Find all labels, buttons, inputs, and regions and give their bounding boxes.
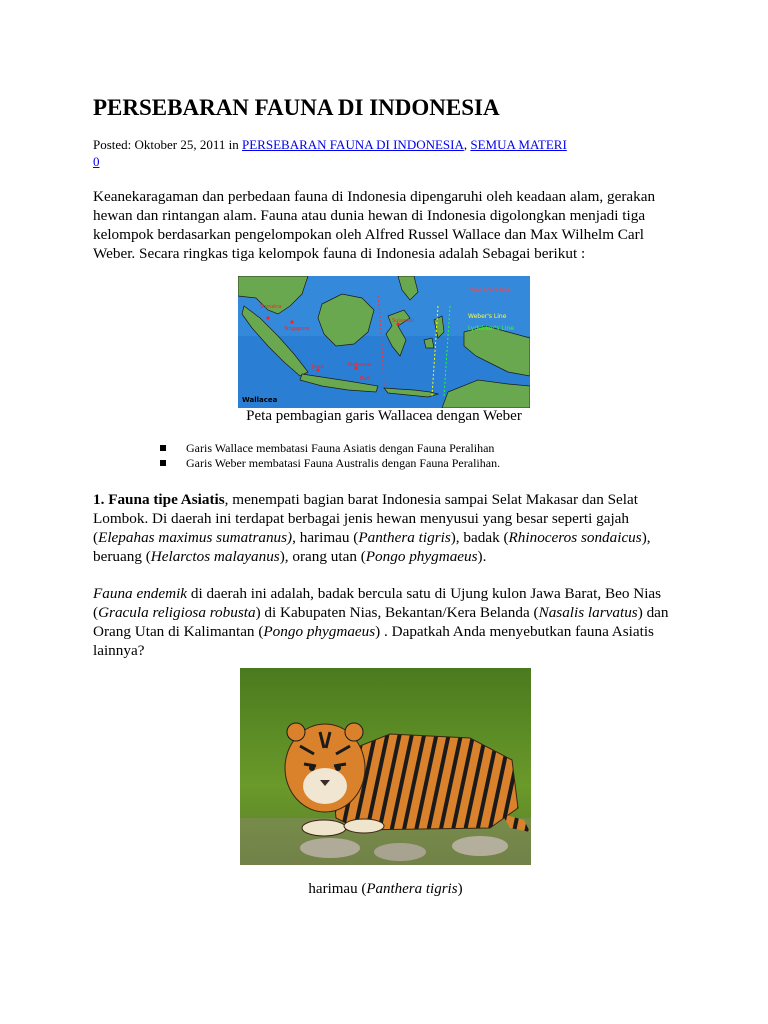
species-name: Helarctos malayanus (150, 548, 280, 565)
paragraph-text: ), beruang ( (93, 529, 651, 565)
map-legend-wallace: Wallace's line (470, 287, 511, 294)
list-item: Garis Wallace membatasi Fauna Asiatis dengan Fauna Peralihan (158, 441, 500, 456)
species-name: Panthera tigris (358, 529, 451, 546)
map-corner-label: Wallacea (242, 396, 278, 404)
map-caption: Peta pembagian garis Wallacea dengan Weber (246, 408, 522, 424)
species-name: Pongo phygmaeus (365, 548, 478, 565)
map-label-makassar: Makassar (348, 362, 372, 368)
paragraph-text: ) . Dapatkah Anda menyebutkan fauna Asiatis lainnya? (93, 623, 654, 659)
map-label-singapore: Singapore (284, 326, 310, 332)
map-legend-weber: Weber's Line (468, 313, 507, 320)
list-item: Garis Weber membatasi Fauna Australis dengan Fauna Peralihan. (158, 456, 500, 471)
page-title: PERSEBARAN FAUNA DI INDONESIA (93, 95, 500, 120)
tiger-photo (240, 668, 531, 865)
paragraph-text: ), badak ( (450, 529, 509, 546)
species-name: Elepahas maximus sumatranus) (98, 529, 293, 546)
species-name: Nasalis larvatus (538, 604, 638, 621)
category-link-persebaran[interactable]: PERSEBARAN FAUNA DI INDONESIA (242, 137, 464, 152)
posted-date: Posted: Oktober 25, 2011 in (93, 137, 243, 152)
category-separator: , (463, 137, 471, 152)
species-name: Pongo phygmaeus (263, 623, 376, 640)
paragraph-text: ), orang utan ( (279, 548, 366, 565)
map-legend-lydekker: Lydekker's Line (468, 325, 514, 332)
tiger-caption (240, 881, 531, 898)
caption-text: harimau ( (308, 881, 367, 897)
map-label-sulawesi: Sulawesi (392, 318, 414, 324)
term-fauna-endemik: Fauna endemik (93, 585, 188, 602)
section-heading: 1. Fauna tipe Asiatis (93, 491, 225, 508)
map-label-jawa: Jawa (312, 364, 324, 370)
map-label-bali: Bali (360, 376, 370, 382)
species-name: Rhinoceros sondaicus (508, 529, 642, 546)
paragraph-text: di daerah ini adalah, badak bercula satu di Ujung kulon Jawa Barat, Beo Nias ( (93, 585, 662, 621)
line-bullet-list (158, 441, 500, 471)
post-meta (93, 136, 567, 170)
paragraph-text: , harimau ( (292, 529, 359, 546)
indonesia-map-image (238, 276, 530, 408)
paragraph-text: ). (477, 548, 487, 565)
comments-count-link[interactable]: 0 (93, 154, 100, 169)
species-name: Gracula religiosa robusta (98, 604, 256, 621)
paragraph-text: ) di Kabupaten Nias, Bekantan/Kera Belanda ( (255, 604, 539, 621)
intro-paragraph: Keanekaragaman dan perbedaan fauna di Indonesia dipengaruhi oleh keadaan alam, gerakan hewan dan rintangan alam. Fauna atau dunia hewan di Indonesia digolongkan menjadi tiga kelompok berdasarkan pengelompokan oleh Alfred Russel Wallace dan Max Wilhelm Carl Weber. Secara ringkas tiga kelompok fauna di Indonesia adalah Sebagai berikut : (93, 188, 656, 262)
caption-text: ) (457, 881, 463, 897)
paragraph-text: ) dan Orang Utan di Kalimantan ( (93, 604, 669, 640)
asiatis-paragraph (93, 490, 688, 566)
paragraph-text: , menempati bagian barat Indonesia sampai Selat Makasar dan Selat Lombok. Di daerah ini terdapat berbagai jenis hewan menyusui yang besar seperti gajah ( (93, 491, 638, 546)
map-label-sumatra: Sumatra (260, 304, 282, 310)
endemic-paragraph (93, 584, 688, 660)
species-name: Panthera tigris (366, 881, 458, 897)
category-link-semua-materi[interactable]: SEMUA MATERI (470, 137, 567, 152)
